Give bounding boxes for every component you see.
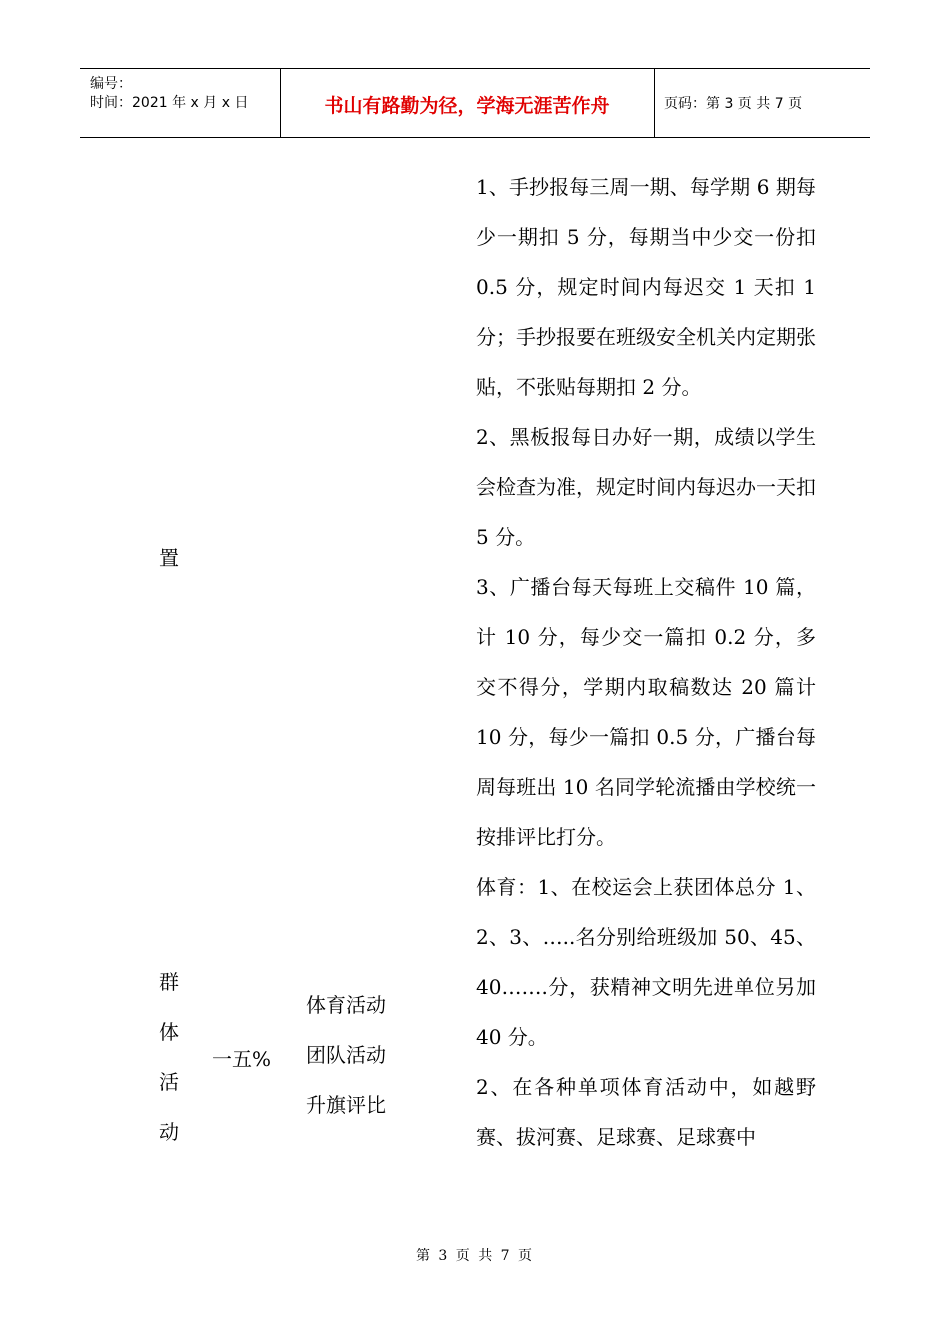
rule-paragraph: 2、黑板报每日办好一期，成绩以学生会检查为准，规定时间内每迟办一天扣 5 分。 [476, 425, 816, 549]
header-motto: 书山有路勤为径，学海无涯苦作舟 [324, 95, 610, 117]
weight-value: 一五% [212, 1047, 272, 1071]
items-list [306, 980, 386, 1130]
header-meta [90, 75, 248, 113]
time-label: 时间：2021 年 x 月 x 日 [90, 95, 249, 111]
category-char: 动 [159, 1120, 179, 1144]
item-team: 团队活动 [306, 1043, 386, 1067]
header-page-label: 页码：第 3 页 共 7 页 [664, 96, 803, 112]
category-char-zhi: 置 [159, 546, 179, 570]
rule-paragraph: 体育：1、在校运会上获团体总分 1、2、3、…..名分别给班级加 50、45、40…….分，获精神文明先进单位另加 40 分。 [476, 875, 816, 1049]
rule-paragraph: 3、广播台每天每班上交稿件 10 篇，计 10 分，每少交一篇扣 0.2 分，多交不得分，学期内取稿数达 20 篇计 10 分，每少一篇扣 0.5 分，广播台每周每班出 10 名同学轮流播由学校统一按排评比打分。 [476, 575, 816, 849]
rule-paragraph: 2、在各种单项体育活动中，如越野赛、拔河赛、足球赛、足球赛中 [476, 1075, 816, 1149]
category-char: 群 [159, 970, 179, 994]
item-sports: 体育活动 [306, 993, 386, 1017]
rule-paragraph: 1、手抄报每三周一期、每学期 6 期每少一期扣 5 分，每期当中少交一份扣 0.5 分，规定时间内每迟交 1 天扣 1 分；手抄报要在班级安全机关内定期张贴，不张贴每期扣 2 分。 [476, 175, 816, 399]
rules-text [476, 162, 816, 1162]
header-divider [654, 69, 655, 137]
page-footer: 第 3 页 共 7 页 [415, 1248, 535, 1264]
number-label: 编号： [90, 76, 132, 92]
category-char: 活 [159, 1070, 179, 1094]
category-char: 体 [159, 1020, 179, 1044]
item-flag: 升旗评比 [306, 1093, 386, 1117]
page-header [80, 68, 870, 138]
